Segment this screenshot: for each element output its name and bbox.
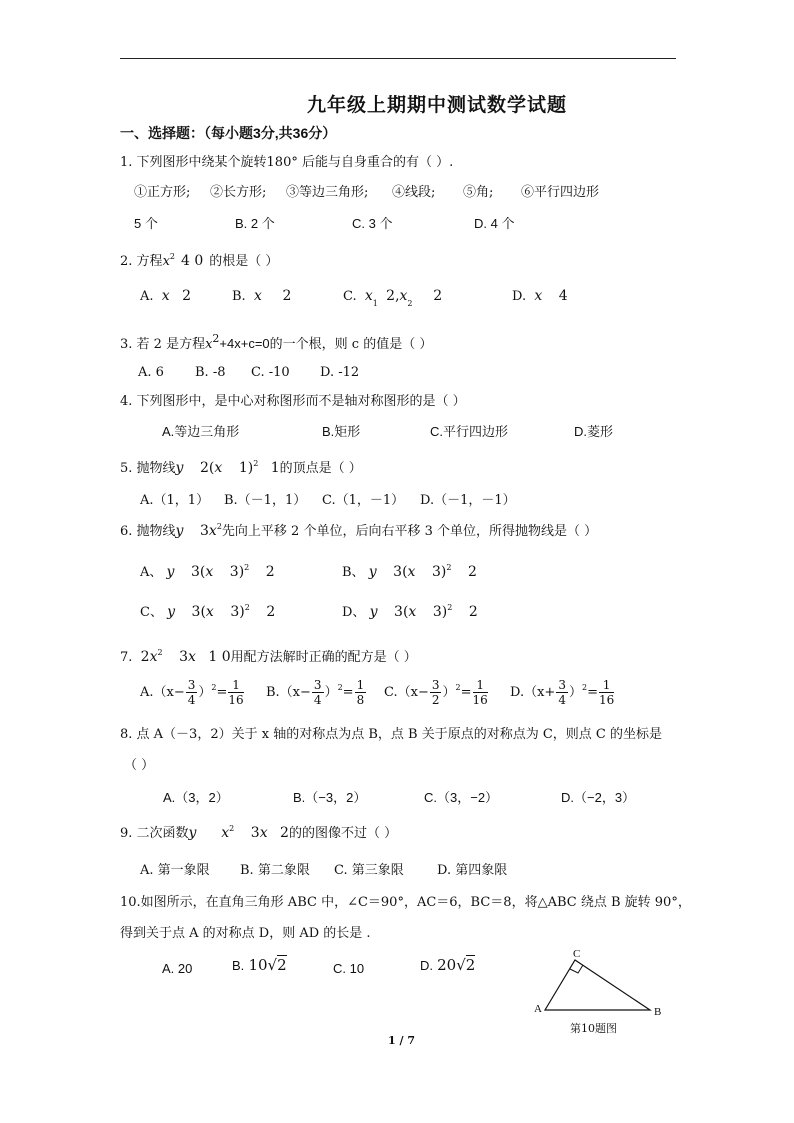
q9-option-d: D. 第四象限 — [437, 863, 508, 878]
question-1-stem: 1. 下列图形中绕某个旋转180° 后能与自身重合的有（ ）. — [120, 155, 454, 170]
page-number: 1 / 7 — [388, 1034, 415, 1047]
q5-option-b: B.（－1，1） — [224, 493, 307, 508]
q10-option-c: C. 10 — [333, 961, 365, 976]
figure-caption: 第10题图 — [570, 1022, 617, 1035]
q5-option-c: C.（1，－1） — [322, 493, 405, 508]
q5-option-a: A.（1，1） — [140, 493, 210, 508]
q4-option-a: A.等边三角形 — [162, 424, 240, 439]
q9-option-b: B. 第二象限 — [240, 863, 310, 878]
question-8-paren: （ ） — [124, 758, 155, 773]
figure-label-b: B — [654, 1006, 662, 1018]
q4-option-d: D.菱形 — [574, 424, 614, 439]
question-10-line-1: 10.如图所示，在直角三角形 ABC 中，∠C＝90°，AC＝6，BC＝8，将△ABC 绕点 B 旋转 90°， — [120, 895, 691, 910]
q1-item-4: ④线段; — [392, 185, 436, 200]
question-5-stem: 5. 抛物线y 2(x 1)$^2$ 1的顶点是（ ） — [120, 459, 362, 476]
triangle-abc — [545, 960, 650, 1010]
question-3-stem: 3. 若 2 是方程$x^2+4x+c=0$的一个根，则 c 的值是（ ） — [120, 332, 433, 352]
q1-option-c: C. 3 个 — [352, 216, 393, 231]
q1-option-d: D. 4 个 — [474, 216, 515, 231]
q7-option-d: D.（x+ $\frac{3}{4}$ ）$^2$= $\frac{1}{16}$ — [510, 678, 615, 707]
q2-option-c: C. $x_1$ $2,x_2$ 2 — [343, 288, 443, 308]
q9-option-c: C. 第三象限 — [334, 863, 404, 878]
q6-option-a: A、 y 3(x 3)$^2$ 2 — [140, 563, 275, 580]
q1-item-2: ②长方形; — [210, 185, 267, 200]
q4-option-c: C.平行四边形 — [430, 424, 509, 439]
question-9-stem: 9. 二次函数y $x^2$ 3x 2的的图像不过（ ） — [120, 824, 398, 841]
q2-option-b: B. x 2 — [232, 288, 292, 304]
q8-option-a: A.（3，2） — [163, 790, 229, 805]
q6-option-c: C、 y 3(x 3)$^2$ 2 — [140, 603, 276, 620]
question-6-stem: 6. 抛物线y $3x^2$先向上平移 2 个单位，后向右平移 3 个单位，所得抛物线是（ ） — [120, 522, 598, 539]
q3-option-b: B. -8 — [195, 365, 226, 380]
q6-option-b: B、 y 3(x 3)$^2$ 2 — [342, 563, 477, 580]
q6-option-d: D、 y 3(x 3)$^2$ 2 — [342, 603, 478, 620]
q3-option-c: C. -10 — [251, 365, 290, 380]
question-7-stem: 7. $2x^2$ 3x 1 0用配方法解时正确的配方是（ ） — [120, 648, 417, 665]
section-heading: 一、选择题：（每小题3分,共36分） — [120, 125, 337, 141]
header-rule — [120, 58, 676, 59]
q2-option-d: D. x 4 — [512, 288, 568, 304]
exam-title: 九年级上期期中测试数学试题 — [307, 94, 568, 116]
q1-option-a: 5 个 — [134, 216, 158, 231]
q10-option-b: B. 10√2 — [232, 956, 287, 974]
question-4-stem: 4. 下列图形中，是中心对称图形而不是轴对称图形的是（ ） — [120, 394, 466, 409]
q1-item-5: ⑤角; — [463, 185, 494, 200]
question-2-stem: 2. 方程$x^2$ 4 0 的根是（ ） — [120, 252, 279, 269]
figure-label-c: C — [573, 948, 581, 960]
q10-option-d: D. 20√2 — [420, 956, 476, 974]
q10-option-a: A. 20 — [162, 961, 193, 976]
q9-option-a: A. 第一象限 — [140, 863, 210, 878]
question-10-line-2: 得到关于点 A 的对称点 D，则 AD 的长是 . — [120, 926, 371, 941]
question-8-stem: 8. 点 A（－3，2）关于 x 轴的对称点为点 B，点 B 关于原点的对称点为 C，则点 C 的坐标是 — [120, 727, 662, 742]
figure-label-a: A — [534, 1003, 542, 1015]
q1-option-b: B. 2 个 — [235, 216, 275, 231]
q1-item-1: ①正方形; — [134, 185, 191, 200]
q8-option-c: C.（3，−2） — [424, 790, 499, 805]
q1-item-6: ⑥平行四边形 — [521, 185, 600, 200]
q8-option-b: B.（−3，2） — [293, 790, 367, 805]
q5-option-d: D.（－1，－1） — [420, 493, 516, 508]
q4-option-b: B.矩形 — [322, 424, 361, 439]
q8-option-d: D.（−2，3） — [561, 790, 636, 805]
q3-option-d: D. -12 — [320, 365, 360, 380]
q1-item-3: ③等边三角形; — [286, 185, 369, 200]
q2-option-a: A. x 2 — [140, 288, 192, 304]
q7-option-c: C.（x− $\frac{3}{2}$ ）$^2$= $\frac{1}{16}$ — [384, 678, 488, 707]
q7-option-a: A.（x− $\frac{3}{4}$ ）$^2$= $\frac{1}{16}$ — [140, 678, 244, 707]
q3-option-a: A. 6 — [138, 365, 164, 380]
q7-option-b: B.（x− $\frac{3}{4}$ ）$^2$= $\frac{1}{8}$ — [266, 678, 365, 707]
